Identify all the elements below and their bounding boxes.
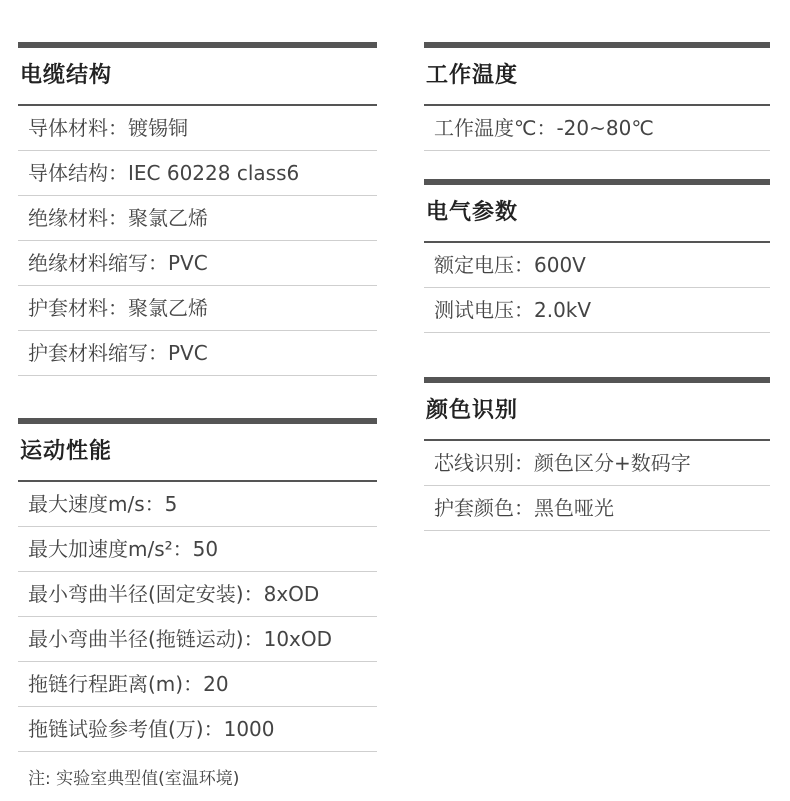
right-column — [424, 42, 770, 531]
spec-value: 50 — [192, 537, 219, 561]
spec-label: 导体材料： — [28, 116, 128, 140]
section-spacer — [424, 151, 770, 179]
spec-row-max-speed — [18, 482, 377, 527]
electrical-parameters-section — [424, 179, 770, 333]
spec-value: 聚氯乙烯 — [128, 296, 208, 320]
section-spacer — [424, 333, 770, 377]
spec-label: 绝缘材料缩写： — [28, 251, 168, 275]
spec-row-jacket-abbr — [18, 331, 377, 376]
spec-label: 护套颜色： — [434, 496, 534, 520]
electrical-parameters-title: 电气参数 — [424, 185, 770, 243]
spec-label: 绝缘材料： — [28, 206, 128, 230]
spec-row-jacket-color — [424, 486, 770, 531]
spec-value: 20 — [203, 672, 229, 696]
spec-label: 导体结构： — [28, 161, 128, 185]
spec-label: 拖链行程距离(m)： — [28, 672, 204, 696]
spec-label: 拖链试验参考值(万)： — [28, 717, 224, 741]
spec-row-working-temp — [424, 106, 770, 151]
spec-value: IEC 60228 class6 — [128, 161, 300, 185]
spec-label: 最小弯曲半径(拖链运动)： — [28, 627, 264, 651]
spec-value: 1000 — [223, 717, 275, 741]
spec-row-insulation-material — [18, 196, 377, 241]
spec-label: 最大加速度m/s²： — [28, 537, 193, 561]
spec-row-core-identification — [424, 441, 770, 486]
working-temperature-section — [424, 42, 770, 151]
spec-value: PVC — [168, 341, 208, 365]
spec-row-drag-chain-test — [18, 707, 377, 752]
spec-row-rated-voltage — [424, 243, 770, 288]
spec-row-min-bend-fixed — [18, 572, 377, 617]
spec-label: 芯线识别： — [434, 451, 534, 475]
spec-label: 护套材料： — [28, 296, 128, 320]
left-column — [18, 42, 377, 794]
spec-label: 最大速度m/s： — [28, 492, 165, 516]
motion-performance-title: 运动性能 — [18, 424, 377, 482]
spec-label: 额定电压： — [434, 253, 534, 277]
spec-row-conductor-material — [18, 106, 377, 151]
spec-row-drag-chain-travel — [18, 662, 377, 707]
spec-label: 测试电压： — [434, 298, 534, 322]
spec-row-conductor-structure — [18, 151, 377, 196]
spec-value: 600V — [534, 253, 586, 277]
spec-row-max-acceleration — [18, 527, 377, 572]
spec-value: 2.0kV — [534, 298, 592, 322]
spec-value: 10xOD — [263, 627, 333, 651]
cable-structure-section — [18, 42, 377, 376]
spec-value: PVC — [168, 251, 208, 275]
spec-value: 8xOD — [263, 582, 320, 606]
spec-value: 聚氯乙烯 — [128, 206, 208, 230]
spec-label: 护套材料缩写： — [28, 341, 168, 365]
spec-value: -20~80℃ — [556, 116, 654, 140]
spec-row-min-bend-drag-chain — [18, 617, 377, 662]
spec-value: 颜色区分+数码字 — [534, 451, 691, 475]
section-spacer — [18, 376, 377, 418]
color-identification-section — [424, 377, 770, 531]
spec-label: 工作温度℃： — [434, 116, 557, 140]
spec-value: 黑色哑光 — [534, 496, 614, 520]
spec-value: 5 — [164, 492, 178, 516]
cable-structure-title: 电缆结构 — [18, 48, 377, 106]
footnote: 注: 实验室典型值(室温环境) — [28, 769, 240, 789]
spec-row-jacket-material — [18, 286, 377, 331]
motion-performance-section — [18, 418, 377, 794]
color-identification-title: 颜色识别 — [424, 383, 770, 441]
spec-row-test-voltage — [424, 288, 770, 333]
spec-row-insulation-abbr — [18, 241, 377, 286]
working-temperature-title: 工作温度 — [424, 48, 770, 106]
spec-label: 最小弯曲半径(固定安装)： — [28, 582, 264, 606]
spec-value: 镀锡铜 — [128, 116, 188, 140]
